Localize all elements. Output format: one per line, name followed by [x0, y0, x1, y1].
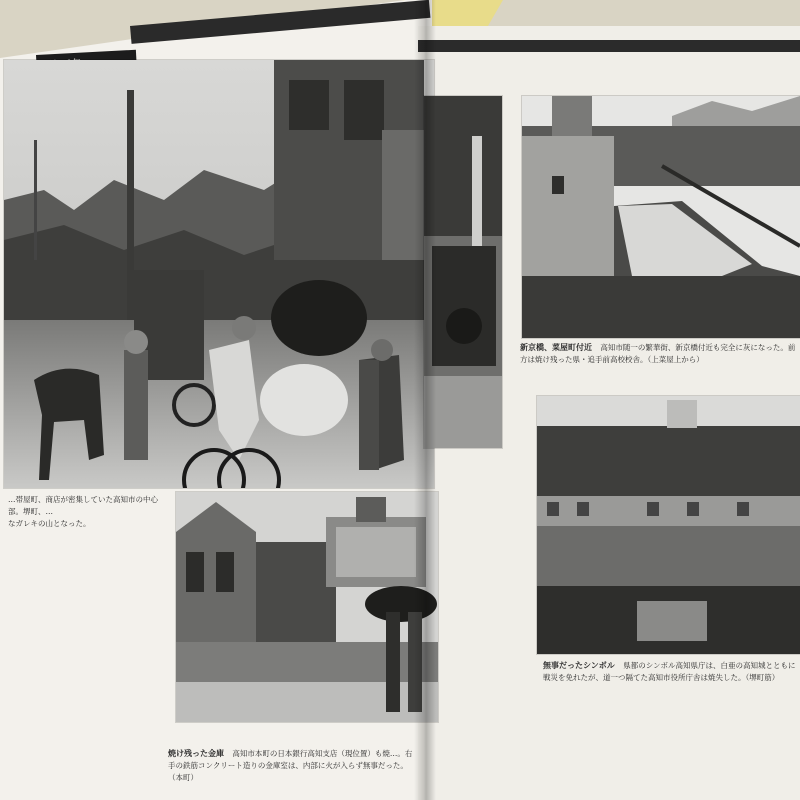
caption-river-ruins — [520, 342, 800, 366]
photo-bank-vault — [176, 492, 438, 722]
page-gutter — [414, 0, 436, 800]
caption-river-ruins-title: 新京橋、菜屋町付近 — [520, 343, 592, 352]
caption-bank-vault — [168, 748, 418, 784]
photo-street-scene — [4, 60, 434, 488]
caption-prefectural-office — [543, 660, 800, 684]
caption-prefectural-office-title: 無事だったシンボル — [543, 661, 615, 670]
caption-bank-vault-title: 焼け残った金庫 — [168, 749, 224, 758]
caption-city-center-text: …帯屋町、商店が密集していた高知市の中心部。堺町、… なガレキの山となった。 — [8, 495, 158, 528]
caption-prefectural-office-text: 県都のシンボル高知県庁は、白亜の高知城とともに戦災を免れたが、道一つ隔てた高知市役所庁舎は焼失した。（堺町筋） — [543, 661, 796, 682]
caption-city-center — [8, 494, 168, 530]
photo-prefectural-office — [537, 396, 800, 654]
photo-river-ruins — [522, 96, 800, 338]
caption-bank-vault-text: 高知市本町の日本銀行高知支店（現位置）も焼…。右手の鉄筋コンクリート造りの金庫室は、内部に火が入らず無事だった。（本町） — [168, 749, 413, 782]
caption-river-ruins-text: 高知市随一の繁華街、新京橋付近も完全に灰になった。前方は焼け残った県・追手前高校校舎。（上菜屋上から） — [520, 343, 796, 364]
header-rule-right — [418, 40, 800, 52]
